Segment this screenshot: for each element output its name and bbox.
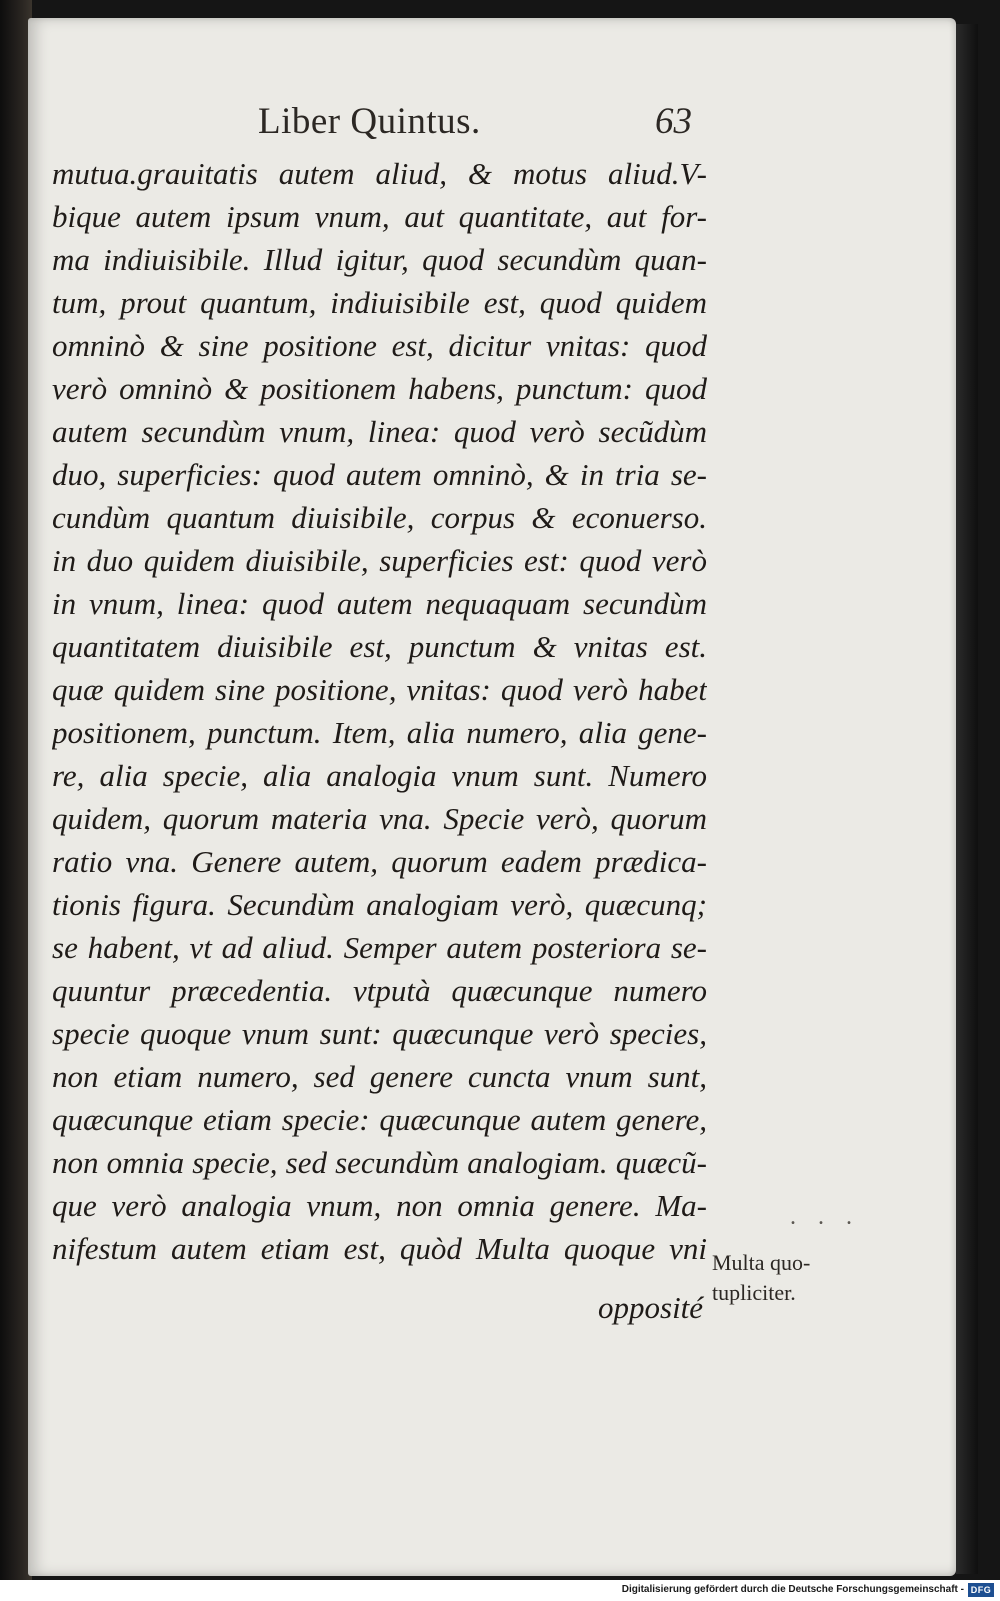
marginal-dots: . . . — [790, 1204, 860, 1230]
text-line: bique autem ipsum vnum, aut quantitate, aut for- — [52, 199, 707, 234]
marginal-note — [712, 1248, 810, 1308]
catchword: opposité — [598, 1290, 704, 1325]
text-line: positionem, punctum. Item, alia numero, alia gene- — [52, 715, 707, 750]
text-line: tum, prout quantum, indiuisibile est, quod quidem — [52, 285, 707, 320]
marginal-note-line: tupliciter. — [712, 1280, 796, 1305]
page-number: 63 — [655, 101, 692, 142]
text-line: nifestum autem etiam est, quòd Multa quoque vni — [52, 1231, 707, 1266]
text-line: quæ quidem sine positione, vnitas: quod verò habet — [52, 672, 707, 707]
text-line: duo, superficies: quod autem omninò, & in tria se- — [52, 457, 707, 492]
text-line: in duo quidem diuisibile, superficies est: quod verò — [52, 543, 707, 578]
funding-credit: Digitalisierung gefördert durch die Deutsche Forschungsgemeinschaft - — [621, 1584, 964, 1595]
text-line: quuntur præcedentia. vtputà quæcunque numero — [52, 973, 707, 1008]
text-line: omninò & sine positione est, dicitur vnitas: quod — [52, 328, 707, 363]
main-text-block — [52, 152, 707, 1270]
marginal-note-line: Multa quo- — [712, 1250, 811, 1275]
text-line: in vnum, linea: quod autem nequaquam secundùm — [52, 586, 707, 621]
text-line: ma indiuisibile. Illud igitur, quod secundùm quan- — [52, 242, 707, 277]
text-line: ratio vna. Genere autem, quorum eadem prædica- — [52, 844, 707, 879]
text-line: re, alia specie, alia analogia vnum sunt. Numero — [52, 758, 707, 793]
text-line: se habent, vt ad aliud. Semper autem posteriora se- — [52, 930, 707, 965]
text-line: quæcunque etiam specie: quæcunque autem genere, — [52, 1102, 707, 1137]
text-line: quidem, quorum materia vna. Specie verò, quorum — [52, 801, 707, 836]
text-line: que verò analogia vnum, non omnia genere. Ma- — [52, 1188, 707, 1223]
text-line: non omnia specie, sed secundùm analogiam. quæcũ- — [52, 1145, 707, 1180]
dfg-logo-icon: DFG — [968, 1583, 994, 1597]
text-line: cundùm quantum diuisibile, corpus & econuerso. — [52, 500, 707, 535]
text-line: tionis figura. Secundùm analogiam verò, quæcunq; — [52, 887, 707, 922]
page-edge-shadow — [956, 24, 978, 1574]
running-title: Liber Quintus. — [258, 101, 481, 142]
text-line: autem secundùm vnum, linea: quod verò secũdùm — [52, 414, 707, 449]
text-line: verò omninò & positionem habens, punctum: quod — [52, 371, 707, 406]
text-line: specie quoque vnum sunt: quæcunque verò species, — [52, 1016, 707, 1051]
text-line: non etiam numero, sed genere cuncta vnum sunt, — [52, 1059, 707, 1094]
text-line: quantitatem diuisibile est, punctum & vnitas est. — [52, 629, 707, 664]
text-line: mutua.grauitatis autem aliud, & motus aliud.V- — [52, 156, 707, 191]
